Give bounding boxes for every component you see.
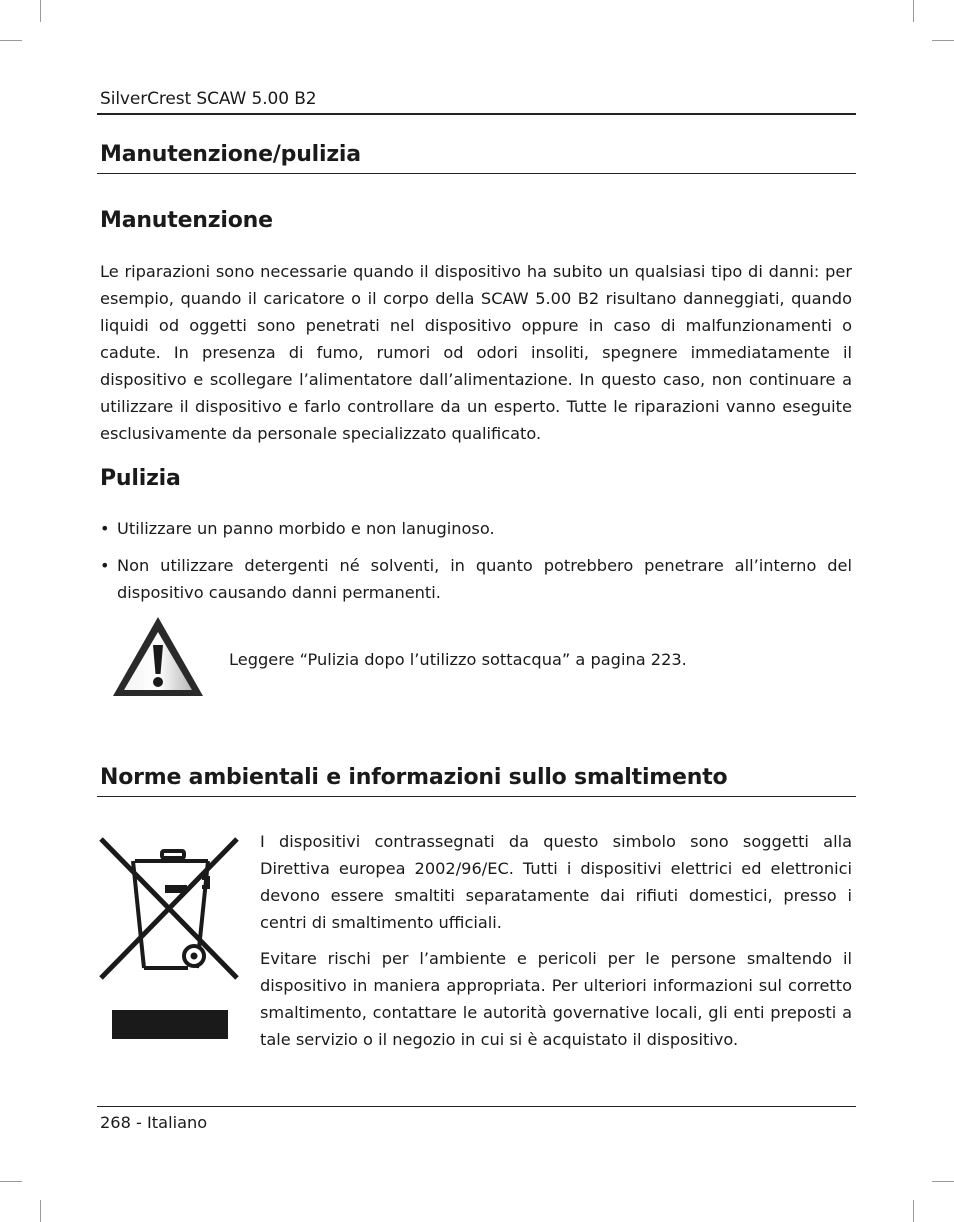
- crop-mark: [40, 0, 41, 22]
- crop-mark: [0, 1181, 22, 1182]
- crossed-out-wheelie-bin-icon: [98, 835, 240, 1045]
- crop-mark: [0, 40, 22, 41]
- crop-mark: [932, 40, 954, 41]
- section-rule: [97, 796, 856, 797]
- page-header: SilverCrest SCAW 5.00 B2: [100, 89, 317, 109]
- smaltimento-paragraph-2: Evitare rischi per l’ambiente e pericoli per le persone smaltendo il dispositivo in maniera appropriata. Per ulteriori informazioni sul corretto smaltimento, contattare le autorità governative locali, gli enti preposti a tale servizio o il negozio in cui si è acquistato il dispositivo.: [260, 949, 852, 1049]
- subsection-title-pulizia: Pulizia: [100, 466, 181, 491]
- manutenzione-paragraph: Le riparazioni sono necessarie quando il dispositivo ha subito un qualsiasi tipo di danni: per esempio, quando il caricatore o il corpo della SCAW 5.00 B2 risultano danneggiati, quando liquidi od oggetti sono penetrati nel dispositivo oppure in caso di malfunzionamenti o cadute. In presenza di fumo, rumori od odori insoliti, spegnere immediatamente il dispositivo e scollegare l’alimentatore dall’alimentazione. In questo caso, non continuare a utilizzare il dispositivo e farlo controllare da un esperto. Tutte le riparazioni vanno eseguite esclusivamente da personale specializzato qualificato.: [100, 262, 852, 443]
- list-item-text: Non utilizzare detergenti né solventi, in quanto potrebbero penetrare all’interno del dispositivo causando danni permanenti.: [117, 556, 852, 602]
- crop-mark: [913, 1200, 914, 1222]
- section-rule: [97, 173, 856, 174]
- smaltimento-paragraph-1: I dispositivi contrassegnati da questo simbolo sono soggetti alla Direttiva europea 2002/96/EC. Tutti i dispositivi elettrici ed elettronici devono essere smaltiti separatamente dai rifiuti domestici, presso i centri di smaltimento ufficiali.: [260, 832, 852, 932]
- list-item: [100, 552, 852, 606]
- list-item: [100, 515, 852, 542]
- warning-note: Leggere “Pulizia dopo l’utilizzo sottacqua” a pagina 223.: [229, 650, 687, 669]
- footer-rule: [97, 1106, 856, 1107]
- crop-mark: [913, 0, 914, 22]
- section-title-smaltimento: Norme ambientali e informazioni sullo smaltimento: [100, 765, 728, 790]
- section-title: Manutenzione/pulizia: [100, 142, 361, 167]
- warning-triangle-icon: [111, 615, 205, 699]
- subsection-title-manutenzione: Manutenzione: [100, 208, 273, 233]
- bullet-icon: •: [100, 556, 110, 575]
- header-rule: [97, 113, 856, 115]
- crop-mark: [932, 1181, 954, 1182]
- crop-mark: [40, 1200, 41, 1222]
- list-item-text: Utilizzare un panno morbido e non lanuginoso.: [117, 519, 495, 538]
- bullet-icon: •: [100, 519, 110, 538]
- page-number: 268 - Italiano: [100, 1113, 208, 1132]
